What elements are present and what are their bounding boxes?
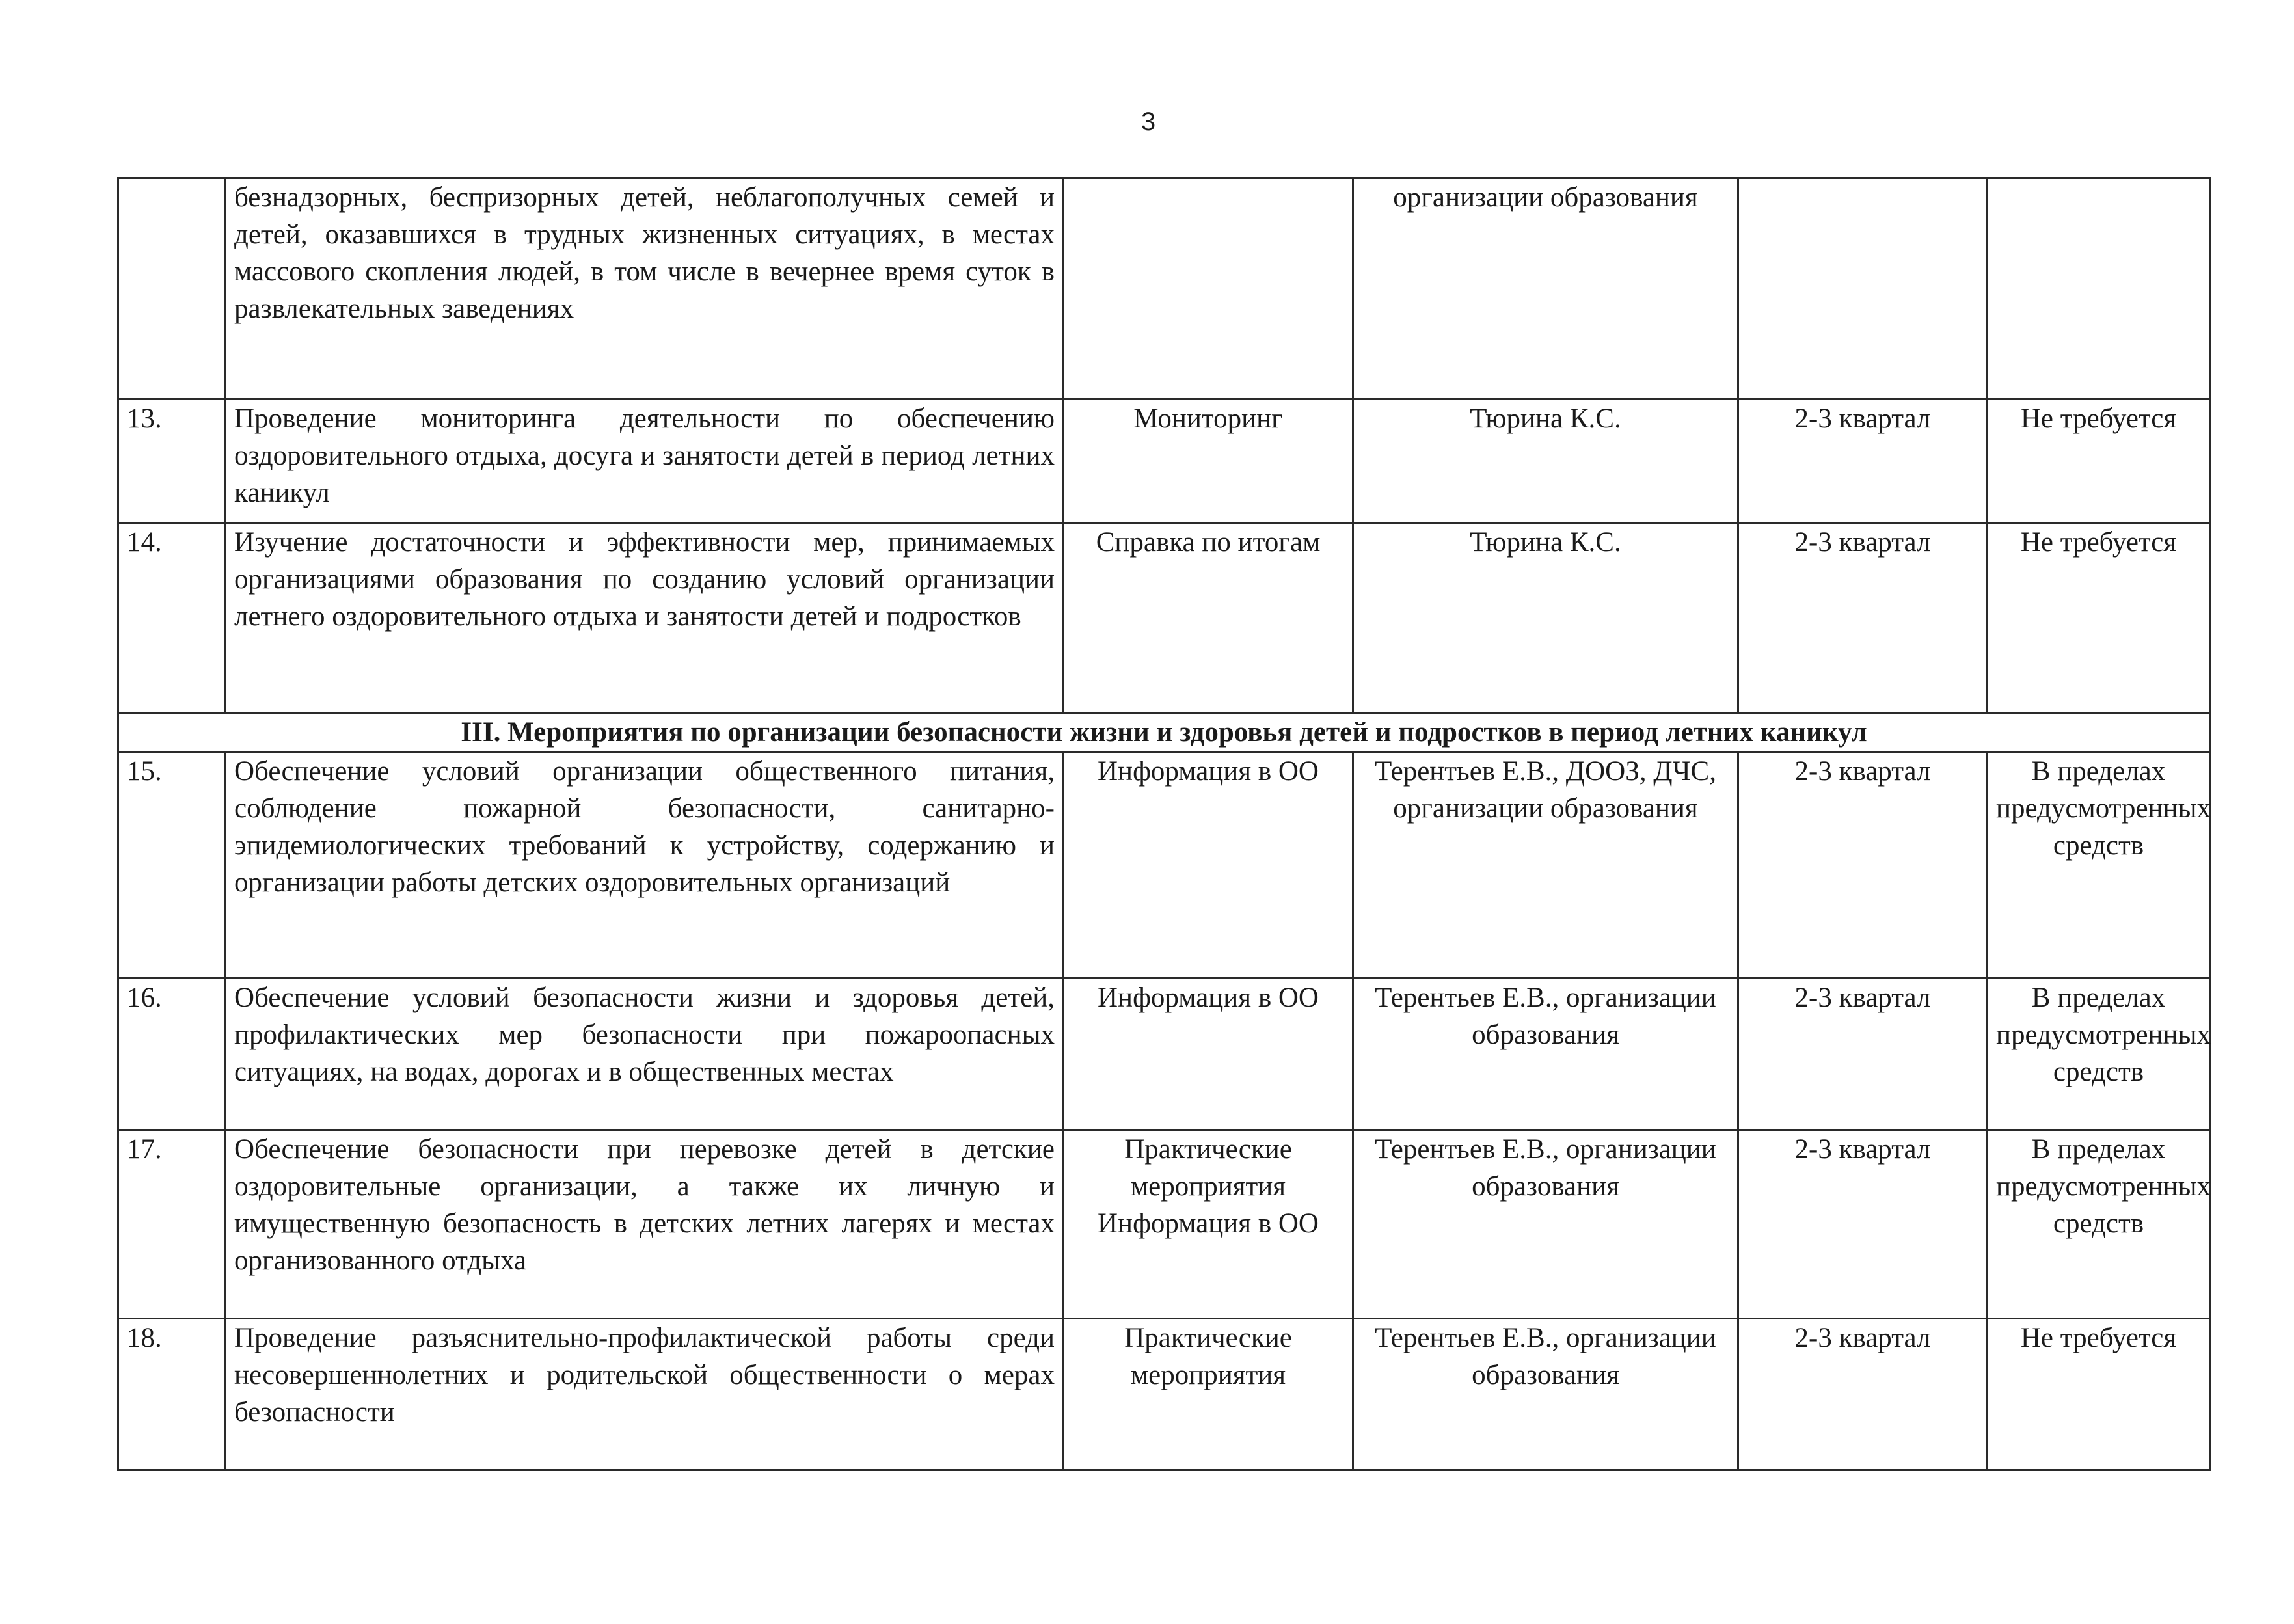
table-row <box>118 178 2210 399</box>
responsible-cell: Терентьев Е.В., организации образования <box>1353 1130 1738 1319</box>
completion-form-cell: Информация в ОО <box>1064 752 1353 979</box>
table-row <box>118 523 2210 713</box>
section-heading-row <box>118 713 2210 752</box>
term-cell: 2-3 квартал <box>1738 523 1988 713</box>
responsible-cell: Терентьев Е.В., организации образования <box>1353 979 1738 1130</box>
responsible-cell: Тюрина К.С. <box>1353 523 1738 713</box>
responsible-cell: Терентьев Е.В., организации образования <box>1353 1319 1738 1470</box>
completion-form-cell: Справка по итогам <box>1064 523 1353 713</box>
term-cell: 2-3 квартал <box>1738 1130 1988 1319</box>
activity-cell: Обеспечение условий организации общественного питания, соблюдение пожарной безопасности, санитарно-эпидемиологических требований к устройству, содержанию и организации работы детских оздоровительных организаций <box>226 752 1064 979</box>
row-number-cell: 13. <box>118 399 226 523</box>
funding-cell: В пределах предусмотренных средств <box>1988 752 2210 979</box>
page-number: 3 <box>1140 107 1156 136</box>
row-number-cell: 18. <box>118 1319 226 1470</box>
activity-cell: безнадзорных, беспризорных детей, неблагополучных семей и детей, оказавшихся в трудных жизненных ситуациях, в местах массового скопления людей, в том числе в вечернее время суток в развлекательных заведениях <box>226 178 1064 399</box>
table-row <box>118 752 2210 979</box>
table-row <box>118 1319 2210 1470</box>
responsible-cell: Терентьев Е.В., ДООЗ, ДЧС, организации образования <box>1353 752 1738 979</box>
row-number-cell: 15. <box>118 752 226 979</box>
completion-form-cell: Практические мероприятия Информация в ОО <box>1064 1130 1353 1319</box>
funding-cell: Не требуется <box>1988 1319 2210 1470</box>
activity-cell: Проведение разъяснительно-профилактической работы среди несовершеннолетних и родительской общественности о мерах безопасности <box>226 1319 1064 1470</box>
term-cell: 2-3 квартал <box>1738 979 1988 1130</box>
completion-form-cell <box>1064 178 1353 399</box>
funding-cell: Не требуется <box>1988 399 2210 523</box>
table-row <box>118 399 2210 523</box>
responsible-cell: организации образования <box>1353 178 1738 399</box>
funding-cell: В пределах предусмотренных средств <box>1988 979 2210 1130</box>
term-cell: 2-3 квартал <box>1738 1319 1988 1470</box>
row-number-cell: 14. <box>118 523 226 713</box>
term-cell: 2-3 квартал <box>1738 399 1988 523</box>
term-cell: 2-3 квартал <box>1738 752 1988 979</box>
completion-form-cell: Мониторинг <box>1064 399 1353 523</box>
row-number-cell: 16. <box>118 979 226 1130</box>
term-cell <box>1738 178 1988 399</box>
activity-cell: Изучение достаточности и эффективности мер, принимаемых организациями образования по созданию условий организации летнего оздоровительного отдыха и занятости детей и подростков <box>226 523 1064 713</box>
table-row <box>118 979 2210 1130</box>
completion-form-cell: Практические мероприятия <box>1064 1319 1353 1470</box>
action-plan-table <box>117 177 2211 1471</box>
row-number-cell: 17. <box>118 1130 226 1319</box>
table-row <box>118 1130 2210 1319</box>
section-heading: III. Мероприятия по организации безопасности жизни и здоровья детей и подростков в период летних каникул <box>118 713 2210 752</box>
funding-cell: В пределах предусмотренных средств <box>1988 1130 2210 1319</box>
activity-cell: Проведение мониторинга деятельности по обеспечению оздоровительного отдыха, досуга и занятости детей в период летних каникул <box>226 399 1064 523</box>
row-number-cell <box>118 178 226 399</box>
activity-cell: Обеспечение условий безопасности жизни и здоровья детей, профилактических мер безопасности при пожароопасных ситуациях, на водах, дорогах и в общественных местах <box>226 979 1064 1130</box>
funding-cell: Не требуется <box>1988 523 2210 713</box>
activity-cell: Обеспечение безопасности при перевозке детей в детские оздоровительные организации, а также их личную и имущественную безопасность в детских летних лагерях и местах организованного отдыха <box>226 1130 1064 1319</box>
funding-cell <box>1988 178 2210 399</box>
completion-form-cell: Информация в ОО <box>1064 979 1353 1130</box>
responsible-cell: Тюрина К.С. <box>1353 399 1738 523</box>
